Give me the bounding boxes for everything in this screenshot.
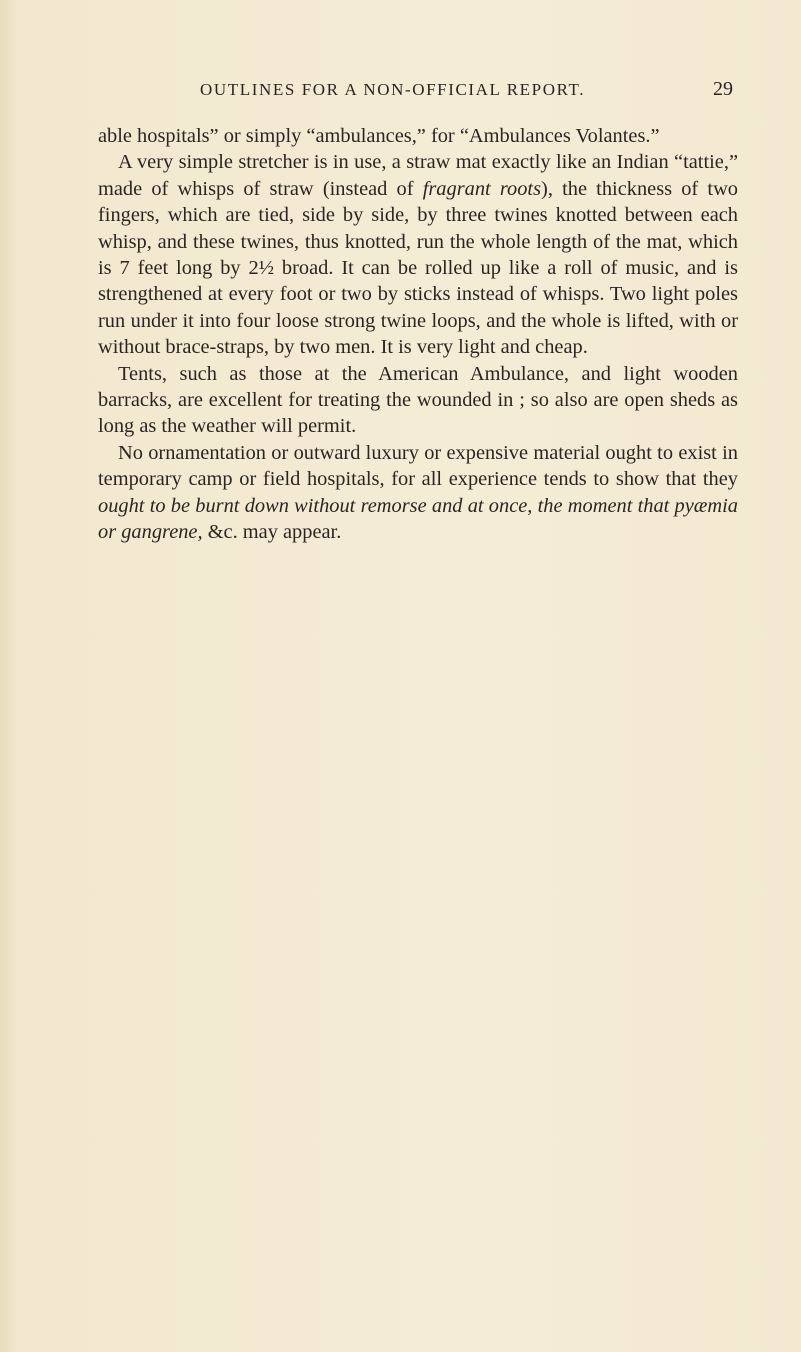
italic-text: fragrant roots [422, 177, 542, 200]
page-number: 29 [713, 78, 733, 100]
paragraph [98, 440, 738, 546]
paragraph [98, 361, 738, 440]
text-run: &c. may appear. [202, 521, 342, 544]
italic-text: ought to be burnt down without remorse and at once, the moment that pyæmia or gangrene, [98, 494, 738, 544]
paragraph [98, 149, 738, 360]
body-text [98, 123, 738, 546]
page-header [200, 80, 733, 108]
text-run: Tents, such as those at the American Ambulance, and light wooden barracks, are excellent for treating the wounded in ; so also are open sheds as long as the weather will permit. [98, 362, 738, 438]
paragraph [98, 123, 738, 149]
text-run: A very simple stretcher is in use, a straw mat exactly like an Indian “tattie,” made of whisps of straw (instead of [98, 151, 738, 200]
text-run: ), the thickness of two fingers, which are tied, side by side, by three twines knotted between each whisp, and these twines, thus knotted, run the whole length of the mat, which is 7 feet long by 2½ broad. It can be rolled up like a roll of music, and is strengthened at every foot or two by sticks instead of whisps. Two light poles run under it into four loose strong twine loops, and the whole is lifted, with or without brace-straps, by two men. It is very light and cheap. [98, 177, 738, 359]
running-head: OUTLINES FOR A NON-OFFICIAL REPORT. [200, 80, 586, 99]
text-run: No ornamentation or outward luxury or expensive material ought to exist in temporary camp or field hospitals, for all experience tends to show that they [98, 441, 738, 491]
text-run: able hospitals” or simply “ambulances,” for “Ambulances Volantes.” [98, 125, 660, 147]
